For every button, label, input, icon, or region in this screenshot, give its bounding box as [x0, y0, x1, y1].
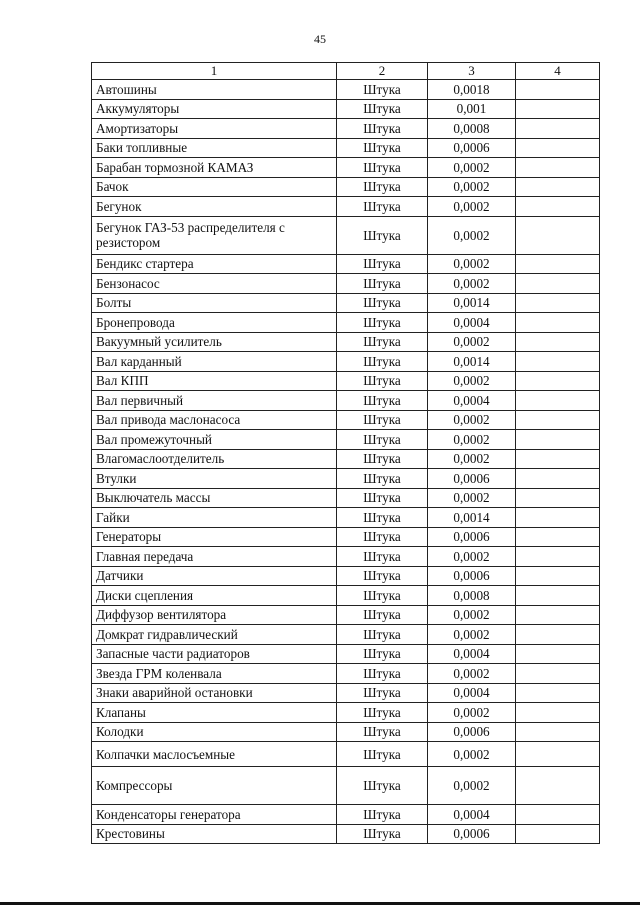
item-name-cell: Главная передача: [92, 547, 337, 567]
column-header-2: 2: [337, 63, 428, 80]
inventory-table: [91, 62, 600, 844]
norm-cell: 0,0002: [428, 449, 516, 469]
norm-cell: 0,0002: [428, 488, 516, 508]
table-row: [92, 547, 600, 567]
page-number: 45: [314, 32, 326, 46]
unit-cell: Штука: [337, 274, 428, 294]
table-row: [92, 80, 600, 100]
item-name-cell: Вал первичный: [92, 391, 337, 411]
unit-cell: Штука: [337, 99, 428, 119]
note-cell: [516, 391, 600, 411]
note-cell: [516, 824, 600, 844]
table-row: [92, 293, 600, 313]
item-name-cell: Диффузор вентилятора: [92, 605, 337, 625]
unit-cell: Штука: [337, 683, 428, 703]
unit-cell: Штука: [337, 430, 428, 450]
norm-cell: 0,0004: [428, 683, 516, 703]
note-cell: [516, 566, 600, 586]
norm-cell: 0,0002: [428, 158, 516, 178]
note-cell: [516, 293, 600, 313]
unit-cell: Штука: [337, 625, 428, 645]
norm-cell: 0,0006: [428, 138, 516, 158]
item-name-cell: Запасные части радиаторов: [92, 644, 337, 664]
unit-cell: Штука: [337, 805, 428, 825]
unit-cell: Штука: [337, 469, 428, 489]
norm-cell: 0,0002: [428, 371, 516, 391]
note-cell: [516, 683, 600, 703]
table-row: [92, 216, 600, 254]
norm-cell: 0,0006: [428, 527, 516, 547]
note-cell: [516, 197, 600, 217]
norm-cell: 0,0014: [428, 508, 516, 528]
item-name-cell: Диски сцепления: [92, 586, 337, 606]
item-name-cell: Вал привода маслонасоса: [92, 410, 337, 430]
table-row: [92, 138, 600, 158]
unit-cell: Штука: [337, 254, 428, 274]
norm-cell: 0,0006: [428, 824, 516, 844]
item-name-cell: Вал КПП: [92, 371, 337, 391]
norm-cell: 0,0002: [428, 605, 516, 625]
table-row: [92, 391, 600, 411]
note-cell: [516, 722, 600, 742]
item-name-cell: Бегунок: [92, 197, 337, 217]
note-cell: [516, 605, 600, 625]
unit-cell: Штука: [337, 410, 428, 430]
unit-cell: Штука: [337, 177, 428, 197]
item-name-cell: Колпачки маслосъемные: [92, 742, 337, 767]
norm-cell: 0,0014: [428, 352, 516, 372]
item-name-cell: Звезда ГРМ коленвала: [92, 664, 337, 684]
item-name-cell: Вал карданный: [92, 352, 337, 372]
unit-cell: Штука: [337, 371, 428, 391]
note-cell: [516, 254, 600, 274]
item-name-cell: Амортизаторы: [92, 119, 337, 139]
item-name-cell: Генераторы: [92, 527, 337, 547]
unit-cell: Штука: [337, 547, 428, 567]
unit-cell: Штука: [337, 216, 428, 254]
unit-cell: Штука: [337, 391, 428, 411]
table-row: [92, 469, 600, 489]
norm-cell: 0,0002: [428, 703, 516, 723]
note-cell: [516, 177, 600, 197]
note-cell: [516, 742, 600, 767]
unit-cell: Штука: [337, 767, 428, 805]
unit-cell: Штука: [337, 605, 428, 625]
unit-cell: Штука: [337, 508, 428, 528]
table-row: [92, 703, 600, 723]
column-header-4: 4: [516, 63, 600, 80]
norm-cell: 0,0004: [428, 313, 516, 333]
note-cell: [516, 664, 600, 684]
table-row: [92, 119, 600, 139]
table-body: [92, 80, 600, 844]
norm-cell: 0,0002: [428, 410, 516, 430]
unit-cell: Штука: [337, 664, 428, 684]
norm-cell: 0,0002: [428, 216, 516, 254]
unit-cell: Штука: [337, 824, 428, 844]
unit-cell: Штука: [337, 293, 428, 313]
note-cell: [516, 625, 600, 645]
item-name-cell: Вакуумный усилитель: [92, 332, 337, 352]
norm-cell: 0,0002: [428, 742, 516, 767]
item-name-cell: Бегунок ГАЗ-53 распределителя с резистором: [92, 216, 337, 254]
table-row: [92, 586, 600, 606]
item-name-cell: Крестовины: [92, 824, 337, 844]
item-name-cell: Бачок: [92, 177, 337, 197]
table-row: [92, 566, 600, 586]
table-row: [92, 742, 600, 767]
unit-cell: Штука: [337, 119, 428, 139]
item-name-cell: Втулки: [92, 469, 337, 489]
unit-cell: Штука: [337, 644, 428, 664]
table-row: [92, 527, 600, 547]
table-row: [92, 99, 600, 119]
note-cell: [516, 158, 600, 178]
norm-cell: 0,0002: [428, 547, 516, 567]
note-cell: [516, 767, 600, 805]
unit-cell: Штука: [337, 138, 428, 158]
item-name-cell: Компрессоры: [92, 767, 337, 805]
item-name-cell: Баки топливные: [92, 138, 337, 158]
item-name-cell: Конденсаторы генератора: [92, 805, 337, 825]
table-row: [92, 371, 600, 391]
table-row: [92, 352, 600, 372]
item-name-cell: Выключатель массы: [92, 488, 337, 508]
item-name-cell: Бронепровода: [92, 313, 337, 333]
note-cell: [516, 138, 600, 158]
table-row: [92, 410, 600, 430]
table-row: [92, 430, 600, 450]
table-row: [92, 449, 600, 469]
norm-cell: 0,0002: [428, 274, 516, 294]
table-row: [92, 332, 600, 352]
table-row: [92, 488, 600, 508]
table-row: [92, 625, 600, 645]
norm-cell: 0,0002: [428, 254, 516, 274]
norm-cell: 0,0002: [428, 177, 516, 197]
unit-cell: Штука: [337, 527, 428, 547]
table-row: [92, 767, 600, 805]
norm-cell: 0,001: [428, 99, 516, 119]
note-cell: [516, 644, 600, 664]
norm-cell: 0,0006: [428, 469, 516, 489]
note-cell: [516, 352, 600, 372]
item-name-cell: Знаки аварийной остановки: [92, 683, 337, 703]
unit-cell: Штука: [337, 313, 428, 333]
note-cell: [516, 703, 600, 723]
unit-cell: Штука: [337, 352, 428, 372]
unit-cell: Штука: [337, 158, 428, 178]
norm-cell: 0,0004: [428, 644, 516, 664]
table-row: [92, 274, 600, 294]
table-row: [92, 197, 600, 217]
norm-cell: 0,0002: [428, 664, 516, 684]
table-row: [92, 508, 600, 528]
column-header-3: 3: [428, 63, 516, 80]
note-cell: [516, 410, 600, 430]
column-header-1: 1: [92, 63, 337, 80]
note-cell: [516, 488, 600, 508]
table-row: [92, 605, 600, 625]
item-name-cell: Вал промежуточный: [92, 430, 337, 450]
note-cell: [516, 449, 600, 469]
item-name-cell: Влагомаслоотделитель: [92, 449, 337, 469]
note-cell: [516, 586, 600, 606]
norm-cell: 0,0008: [428, 119, 516, 139]
note-cell: [516, 508, 600, 528]
unit-cell: Штука: [337, 566, 428, 586]
item-name-cell: Датчики: [92, 566, 337, 586]
norm-cell: 0,0002: [428, 430, 516, 450]
item-name-cell: Бензонасос: [92, 274, 337, 294]
note-cell: [516, 119, 600, 139]
unit-cell: Штука: [337, 722, 428, 742]
norm-cell: 0,0006: [428, 566, 516, 586]
note-cell: [516, 371, 600, 391]
table-row: [92, 722, 600, 742]
table-row: [92, 177, 600, 197]
item-name-cell: Домкрат гидравлический: [92, 625, 337, 645]
note-cell: [516, 527, 600, 547]
table-row: [92, 254, 600, 274]
item-name-cell: Автошины: [92, 80, 337, 100]
note-cell: [516, 547, 600, 567]
note-cell: [516, 313, 600, 333]
norm-cell: 0,0004: [428, 805, 516, 825]
note-cell: [516, 430, 600, 450]
norm-cell: 0,0006: [428, 722, 516, 742]
norm-cell: 0,0018: [428, 80, 516, 100]
norm-cell: 0,0002: [428, 625, 516, 645]
norm-cell: 0,0002: [428, 332, 516, 352]
table-row: [92, 824, 600, 844]
note-cell: [516, 332, 600, 352]
table-row: [92, 664, 600, 684]
item-name-cell: Бендикс стартера: [92, 254, 337, 274]
note-cell: [516, 469, 600, 489]
item-name-cell: Гайки: [92, 508, 337, 528]
table-header-row: [92, 63, 600, 80]
norm-cell: 0,0004: [428, 391, 516, 411]
note-cell: [516, 99, 600, 119]
note-cell: [516, 216, 600, 254]
item-name-cell: Колодки: [92, 722, 337, 742]
item-name-cell: Барабан тормозной КАМАЗ: [92, 158, 337, 178]
item-name-cell: Болты: [92, 293, 337, 313]
table-row: [92, 644, 600, 664]
table-row: [92, 158, 600, 178]
item-name-cell: Клапаны: [92, 703, 337, 723]
norm-cell: 0,0002: [428, 197, 516, 217]
table-row: [92, 313, 600, 333]
unit-cell: Штука: [337, 488, 428, 508]
norm-cell: 0,0014: [428, 293, 516, 313]
table-row: [92, 805, 600, 825]
item-name-cell: Аккумуляторы: [92, 99, 337, 119]
note-cell: [516, 80, 600, 100]
norm-cell: 0,0002: [428, 767, 516, 805]
table-row: [92, 683, 600, 703]
unit-cell: Штука: [337, 703, 428, 723]
norm-cell: 0,0008: [428, 586, 516, 606]
unit-cell: Штука: [337, 80, 428, 100]
unit-cell: Штука: [337, 197, 428, 217]
note-cell: [516, 274, 600, 294]
unit-cell: Штука: [337, 742, 428, 767]
unit-cell: Штука: [337, 332, 428, 352]
unit-cell: Штука: [337, 449, 428, 469]
unit-cell: Штука: [337, 586, 428, 606]
note-cell: [516, 805, 600, 825]
